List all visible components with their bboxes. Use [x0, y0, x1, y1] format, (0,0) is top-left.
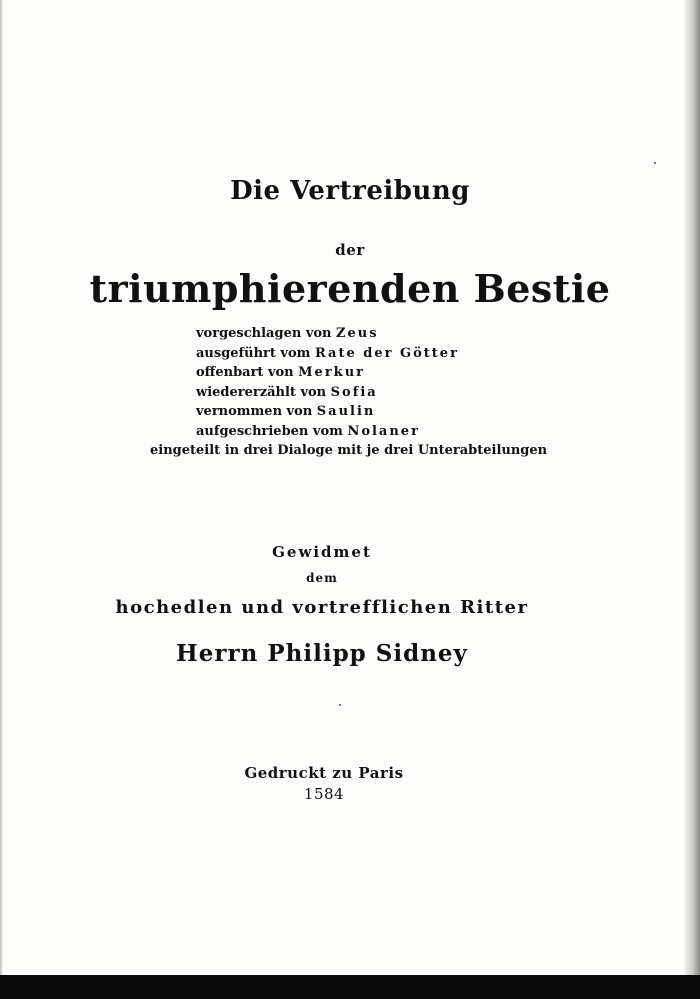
- dedication-heading: Gewidmet: [272, 543, 372, 561]
- main-title: triumphierenden Bestie: [89, 266, 611, 311]
- credit-lead: vorgeschlagen von: [196, 326, 332, 341]
- ink-speck: [654, 162, 656, 164]
- credit-lead: aufgeschrieben vom: [196, 423, 343, 439]
- imprint-place: Gedruckt zu Paris: [244, 764, 404, 782]
- credit-line: [196, 383, 547, 403]
- credit-line: [196, 363, 547, 383]
- page-left-edge: [0, 0, 3, 975]
- credit-lead: vernommen von: [196, 404, 313, 419]
- credits-block: [150, 324, 548, 461]
- credit-lead: eingeteilt in drei Dialoge mit je drei Unterabteilungen: [150, 443, 548, 458]
- credit-line: [196, 344, 547, 364]
- credit-name: Saulin: [316, 404, 376, 419]
- credit-line-division: [150, 441, 547, 461]
- credit-name: Zeus: [336, 326, 379, 341]
- ink-speck: [339, 704, 341, 706]
- credit-name: Nolaner: [347, 423, 420, 439]
- dedication-epithet: hochedlen und vortrefflichen Ritter: [115, 597, 529, 618]
- credit-line: [196, 402, 547, 422]
- credit-lead: offenbart von: [196, 365, 294, 380]
- dedicatee-name: Herrn Philipp Sidney: [176, 640, 468, 667]
- dedication-article: dem: [306, 571, 338, 585]
- imprint-year: 1584: [303, 785, 345, 803]
- scan-bottom-border: [0, 975, 700, 999]
- title-line-2: der: [335, 241, 365, 259]
- credit-lead: ausgeführt vom: [196, 345, 311, 361]
- credit-lead: wiedererzählt von: [196, 384, 327, 400]
- credit-line: [196, 422, 547, 442]
- credit-name: Merkur: [298, 365, 365, 380]
- page-right-edge: [684, 0, 700, 975]
- credit-name: Sofia: [330, 384, 378, 400]
- credit-name: Rate der Götter: [314, 345, 459, 361]
- title-line-1: Die Vertreibung: [230, 176, 470, 206]
- credit-line: [196, 324, 547, 344]
